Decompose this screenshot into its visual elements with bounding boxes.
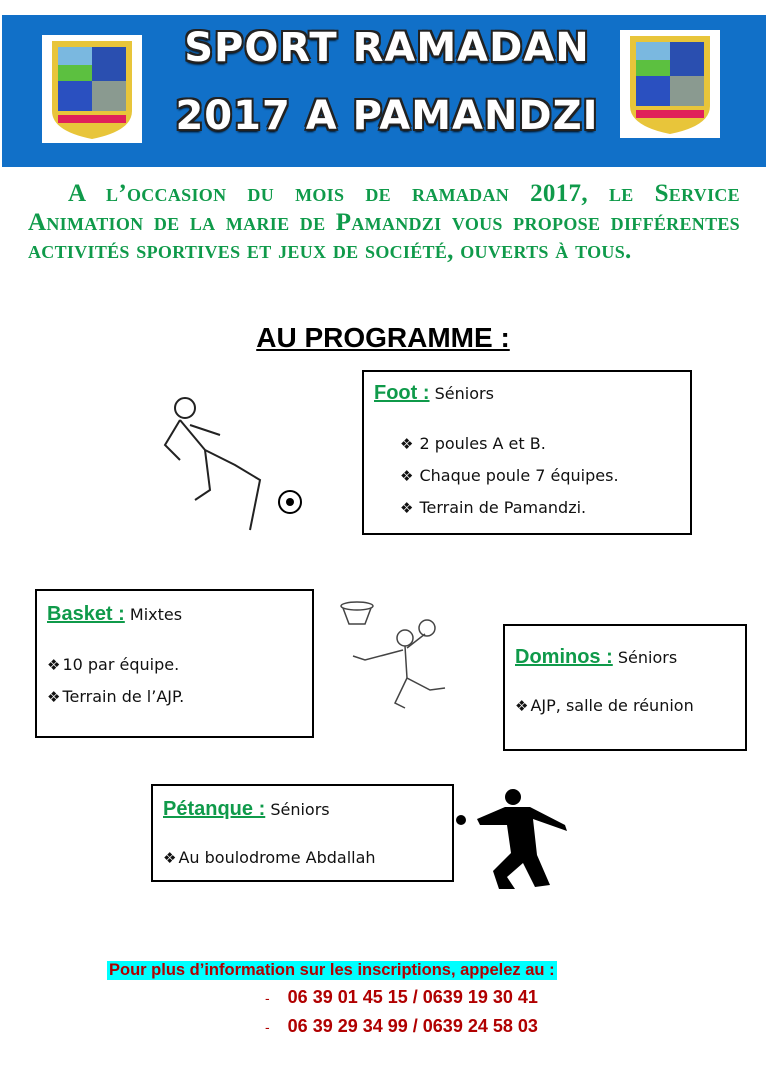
program-heading: AU PROGRAMME : — [256, 322, 510, 353]
activity-card-basket — [35, 589, 314, 738]
activity-category: Séniors — [434, 384, 494, 403]
activity-name: Basket : — [47, 603, 125, 625]
header-banner — [2, 15, 766, 167]
intro-paragraph: A l’occasion du mois de ramadan 2017, le Service Animation de la marie de Pamandzi vous propose différentes activités sportives et jeux de société, ouverts à tous. — [28, 180, 740, 264]
activity-name: Foot : — [374, 382, 430, 404]
title-line-2: 2017 A PAMANDZI — [175, 93, 599, 139]
activity-category: Mixtes — [129, 605, 183, 624]
diamond-bullet-icon: ❖ — [47, 656, 61, 674]
activity-card-foot — [362, 370, 692, 535]
activity-name: Pétanque : — [163, 798, 266, 820]
phone-line-2: - 06 39 29 34 99 / 0639 24 58 03 — [265, 1016, 538, 1036]
list-item: ❖ AJP, salle de réunion — [515, 696, 694, 715]
activity-card-dominos — [503, 624, 747, 751]
diamond-bullet-icon: ❖ — [163, 849, 177, 867]
diamond-bullet-icon: ❖ — [400, 467, 414, 485]
title-line-1: SPORT RAMADAN — [184, 25, 590, 71]
list-item: ❖ Chaque poule 7 équipes. — [400, 466, 619, 485]
list-item: ❖ 2 poules A et B. — [400, 434, 546, 453]
diamond-bullet-icon: ❖ — [515, 697, 529, 715]
list-item: ❖ Terrain de Pamandzi. — [400, 498, 587, 517]
activity-category: Séniors — [270, 800, 330, 819]
activity-category: Séniors — [617, 648, 678, 667]
phone-line-1: - 06 39 01 45 15 / 0639 19 30 41 — [265, 987, 538, 1007]
football-player-illustration — [150, 390, 305, 540]
activity-card-petanque — [151, 784, 454, 882]
list-item: ❖ Au boulodrome Abdallah — [163, 848, 376, 867]
basketball-player-illustration — [335, 598, 455, 733]
petanque-player-silhouette — [455, 785, 575, 895]
contact-info-label: Pour plus d’information sur les inscriptions, appelez au : — [109, 961, 555, 979]
diamond-bullet-icon: ❖ — [400, 435, 414, 453]
list-item: ❖ 10 par équipe. — [47, 655, 180, 674]
diamond-bullet-icon: ❖ — [400, 499, 414, 517]
list-item: ❖ Terrain de l’AJP. — [47, 687, 185, 706]
pamandzi-coat-of-arms-logo — [42, 35, 142, 143]
activity-name: Dominos : — [515, 646, 613, 668]
pamandzi-coat-of-arms-logo-right — [620, 30, 720, 138]
diamond-bullet-icon: ❖ — [47, 688, 61, 706]
